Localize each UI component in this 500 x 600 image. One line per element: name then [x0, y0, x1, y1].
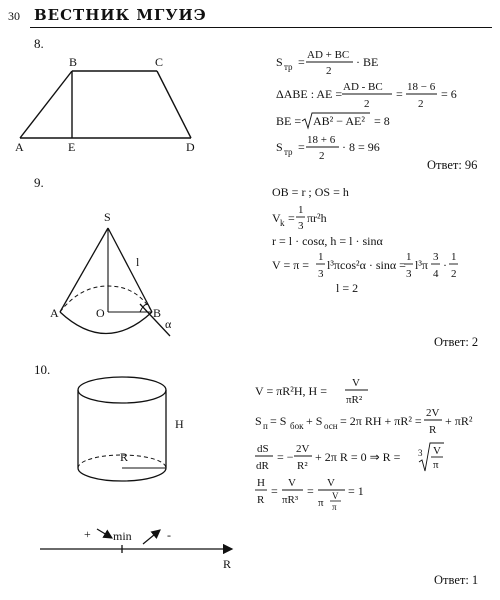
vertex-s: S	[104, 210, 111, 224]
vertex-b: B	[69, 55, 78, 69]
problem-9-answer: Ответ: 2	[434, 335, 479, 349]
vertex-a: A	[15, 140, 24, 154]
sign-axis	[40, 529, 232, 553]
problem-9-eq1: OB = r ; OS = h	[272, 185, 349, 199]
svg-text:V: V	[352, 377, 360, 389]
svg-text:1: 1	[318, 251, 324, 263]
svg-text:осн: осн	[324, 421, 338, 431]
problem-9-eq3: r = l · cosα, h = l · sinα	[272, 234, 383, 248]
svg-text:3: 3	[433, 251, 439, 263]
svg-text:п: п	[263, 421, 268, 431]
svg-text:3: 3	[406, 268, 412, 280]
problem-10-eq4	[255, 477, 364, 512]
min-label: min	[113, 529, 132, 543]
svg-text:AB² − AE²: AB² − AE²	[313, 114, 365, 128]
svg-text:= 2π RH + πR² =: = 2π RH + πR² =	[340, 414, 422, 428]
svg-text:AD + BC: AD + BC	[307, 49, 350, 61]
vertex-o: O	[96, 306, 105, 320]
svg-text:2: 2	[418, 98, 424, 110]
svg-text:· BE: · BE	[356, 55, 379, 69]
svg-text:πr²h: πr²h	[307, 211, 327, 225]
problem-8-eq1	[276, 49, 378, 77]
svg-text:π: π	[332, 502, 337, 512]
svg-text:=: =	[271, 484, 278, 498]
svg-text:R: R	[429, 424, 437, 436]
slant-label: l	[136, 255, 140, 269]
sign-minus: -	[167, 528, 171, 542]
svg-text:BE =: BE =	[276, 114, 302, 128]
problem-9-eq4	[272, 251, 458, 280]
vertex-d: D	[186, 140, 195, 154]
alpha-label: α	[165, 317, 172, 331]
svg-text:+ 2π R = 0 ⇒ R =: + 2π R = 0 ⇒ R =	[315, 450, 401, 464]
problem-9-eq5: l = 2	[336, 281, 359, 295]
svg-text:3: 3	[298, 220, 304, 232]
svg-text:= S: = S	[270, 414, 287, 428]
svg-text:S: S	[276, 140, 283, 154]
svg-text:1: 1	[406, 251, 412, 263]
vertex-b-cone: B	[153, 306, 162, 320]
svg-text:=: =	[307, 484, 314, 498]
vertex-a-cone: A	[50, 306, 59, 320]
svg-text:тр: тр	[284, 147, 293, 157]
svg-text:V: V	[288, 477, 296, 489]
vertex-e: E	[68, 140, 76, 154]
svg-text:бок: бок	[290, 421, 304, 431]
svg-text:2: 2	[364, 98, 370, 110]
problem-9-eq2	[272, 204, 327, 232]
svg-text:R²: R²	[297, 460, 308, 472]
problem-9-number: 9.	[34, 175, 44, 190]
svg-text:V: V	[272, 211, 281, 225]
svg-text:π: π	[433, 459, 439, 471]
svg-text:V: V	[433, 445, 441, 457]
svg-text:2V: 2V	[426, 407, 440, 419]
svg-text:V: V	[327, 477, 335, 489]
svg-text:·: ·	[443, 258, 447, 272]
svg-text:dR: dR	[256, 460, 269, 472]
svg-text:= −: = −	[277, 450, 294, 464]
problem-8-eq3	[276, 113, 390, 128]
svg-text:+ πR²: + πR²	[445, 414, 473, 428]
height-label: H	[175, 417, 184, 431]
svg-text:= 6: = 6	[441, 87, 457, 101]
svg-text:3: 3	[418, 448, 423, 458]
svg-text:= 1: = 1	[348, 484, 364, 498]
svg-text:l³πcos²α · sinα =: l³πcos²α · sinα =	[327, 258, 406, 272]
svg-text:+ S: + S	[306, 414, 323, 428]
svg-text:H: H	[257, 477, 265, 489]
svg-text:π: π	[318, 497, 324, 509]
svg-text:S: S	[276, 55, 283, 69]
vertex-c: C	[155, 55, 164, 69]
svg-text:= 8: = 8	[374, 114, 390, 128]
svg-text:3: 3	[318, 268, 324, 280]
svg-text:· 8 = 96: · 8 = 96	[342, 140, 380, 154]
journal-title: ВЕСТНИК МГУИЭ	[34, 6, 207, 24]
svg-text:2: 2	[451, 268, 457, 280]
svg-text:2: 2	[326, 65, 332, 77]
svg-text:dS: dS	[257, 443, 269, 455]
problem-10-eq3	[255, 443, 444, 472]
radius-label: R	[120, 450, 129, 464]
svg-text:R: R	[257, 494, 265, 506]
svg-text:S: S	[255, 414, 262, 428]
problem-10-number: 10.	[34, 362, 51, 377]
problem-10-eq1	[255, 377, 368, 406]
svg-text:=: =	[396, 87, 403, 101]
problem-8-number: 8.	[34, 36, 44, 51]
svg-text:πR³: πR³	[282, 494, 299, 506]
problem-10-eq2	[255, 407, 473, 436]
svg-text:4: 4	[433, 268, 439, 280]
svg-text:=: =	[298, 55, 305, 69]
svg-text:l³π: l³π	[415, 258, 428, 272]
svg-text:1: 1	[298, 204, 304, 216]
svg-text:AD - BC: AD - BC	[343, 81, 383, 93]
svg-text:πR²: πR²	[346, 394, 363, 406]
svg-text:18 + 6: 18 + 6	[307, 134, 336, 146]
svg-text:18 − 6: 18 − 6	[407, 81, 436, 93]
problem-8-eq2	[276, 81, 457, 110]
axis-variable-r: R	[223, 557, 232, 571]
svg-text:V: V	[332, 491, 339, 501]
svg-text:V = π =: V = π =	[272, 258, 310, 272]
svg-text:тр: тр	[284, 62, 293, 72]
problem-8-eq4	[276, 134, 380, 162]
trapezoid-figure	[20, 71, 191, 138]
svg-text:V = πR²H, H =: V = πR²H, H =	[255, 384, 327, 398]
svg-text:=: =	[298, 140, 305, 154]
cylinder-figure	[78, 377, 166, 481]
svg-text:ΔABE : AE =: ΔABE : AE =	[276, 87, 343, 101]
problem-8-answer: Ответ: 96	[427, 158, 478, 172]
svg-text:2: 2	[319, 150, 325, 162]
page-number: 30	[8, 9, 20, 23]
svg-text:=: =	[288, 211, 295, 225]
sign-plus: +	[84, 527, 91, 541]
problem-10-answer: Ответ: 1	[434, 573, 479, 587]
svg-text:1: 1	[451, 251, 457, 263]
svg-text:k: k	[280, 218, 285, 228]
svg-text:2V: 2V	[296, 443, 310, 455]
